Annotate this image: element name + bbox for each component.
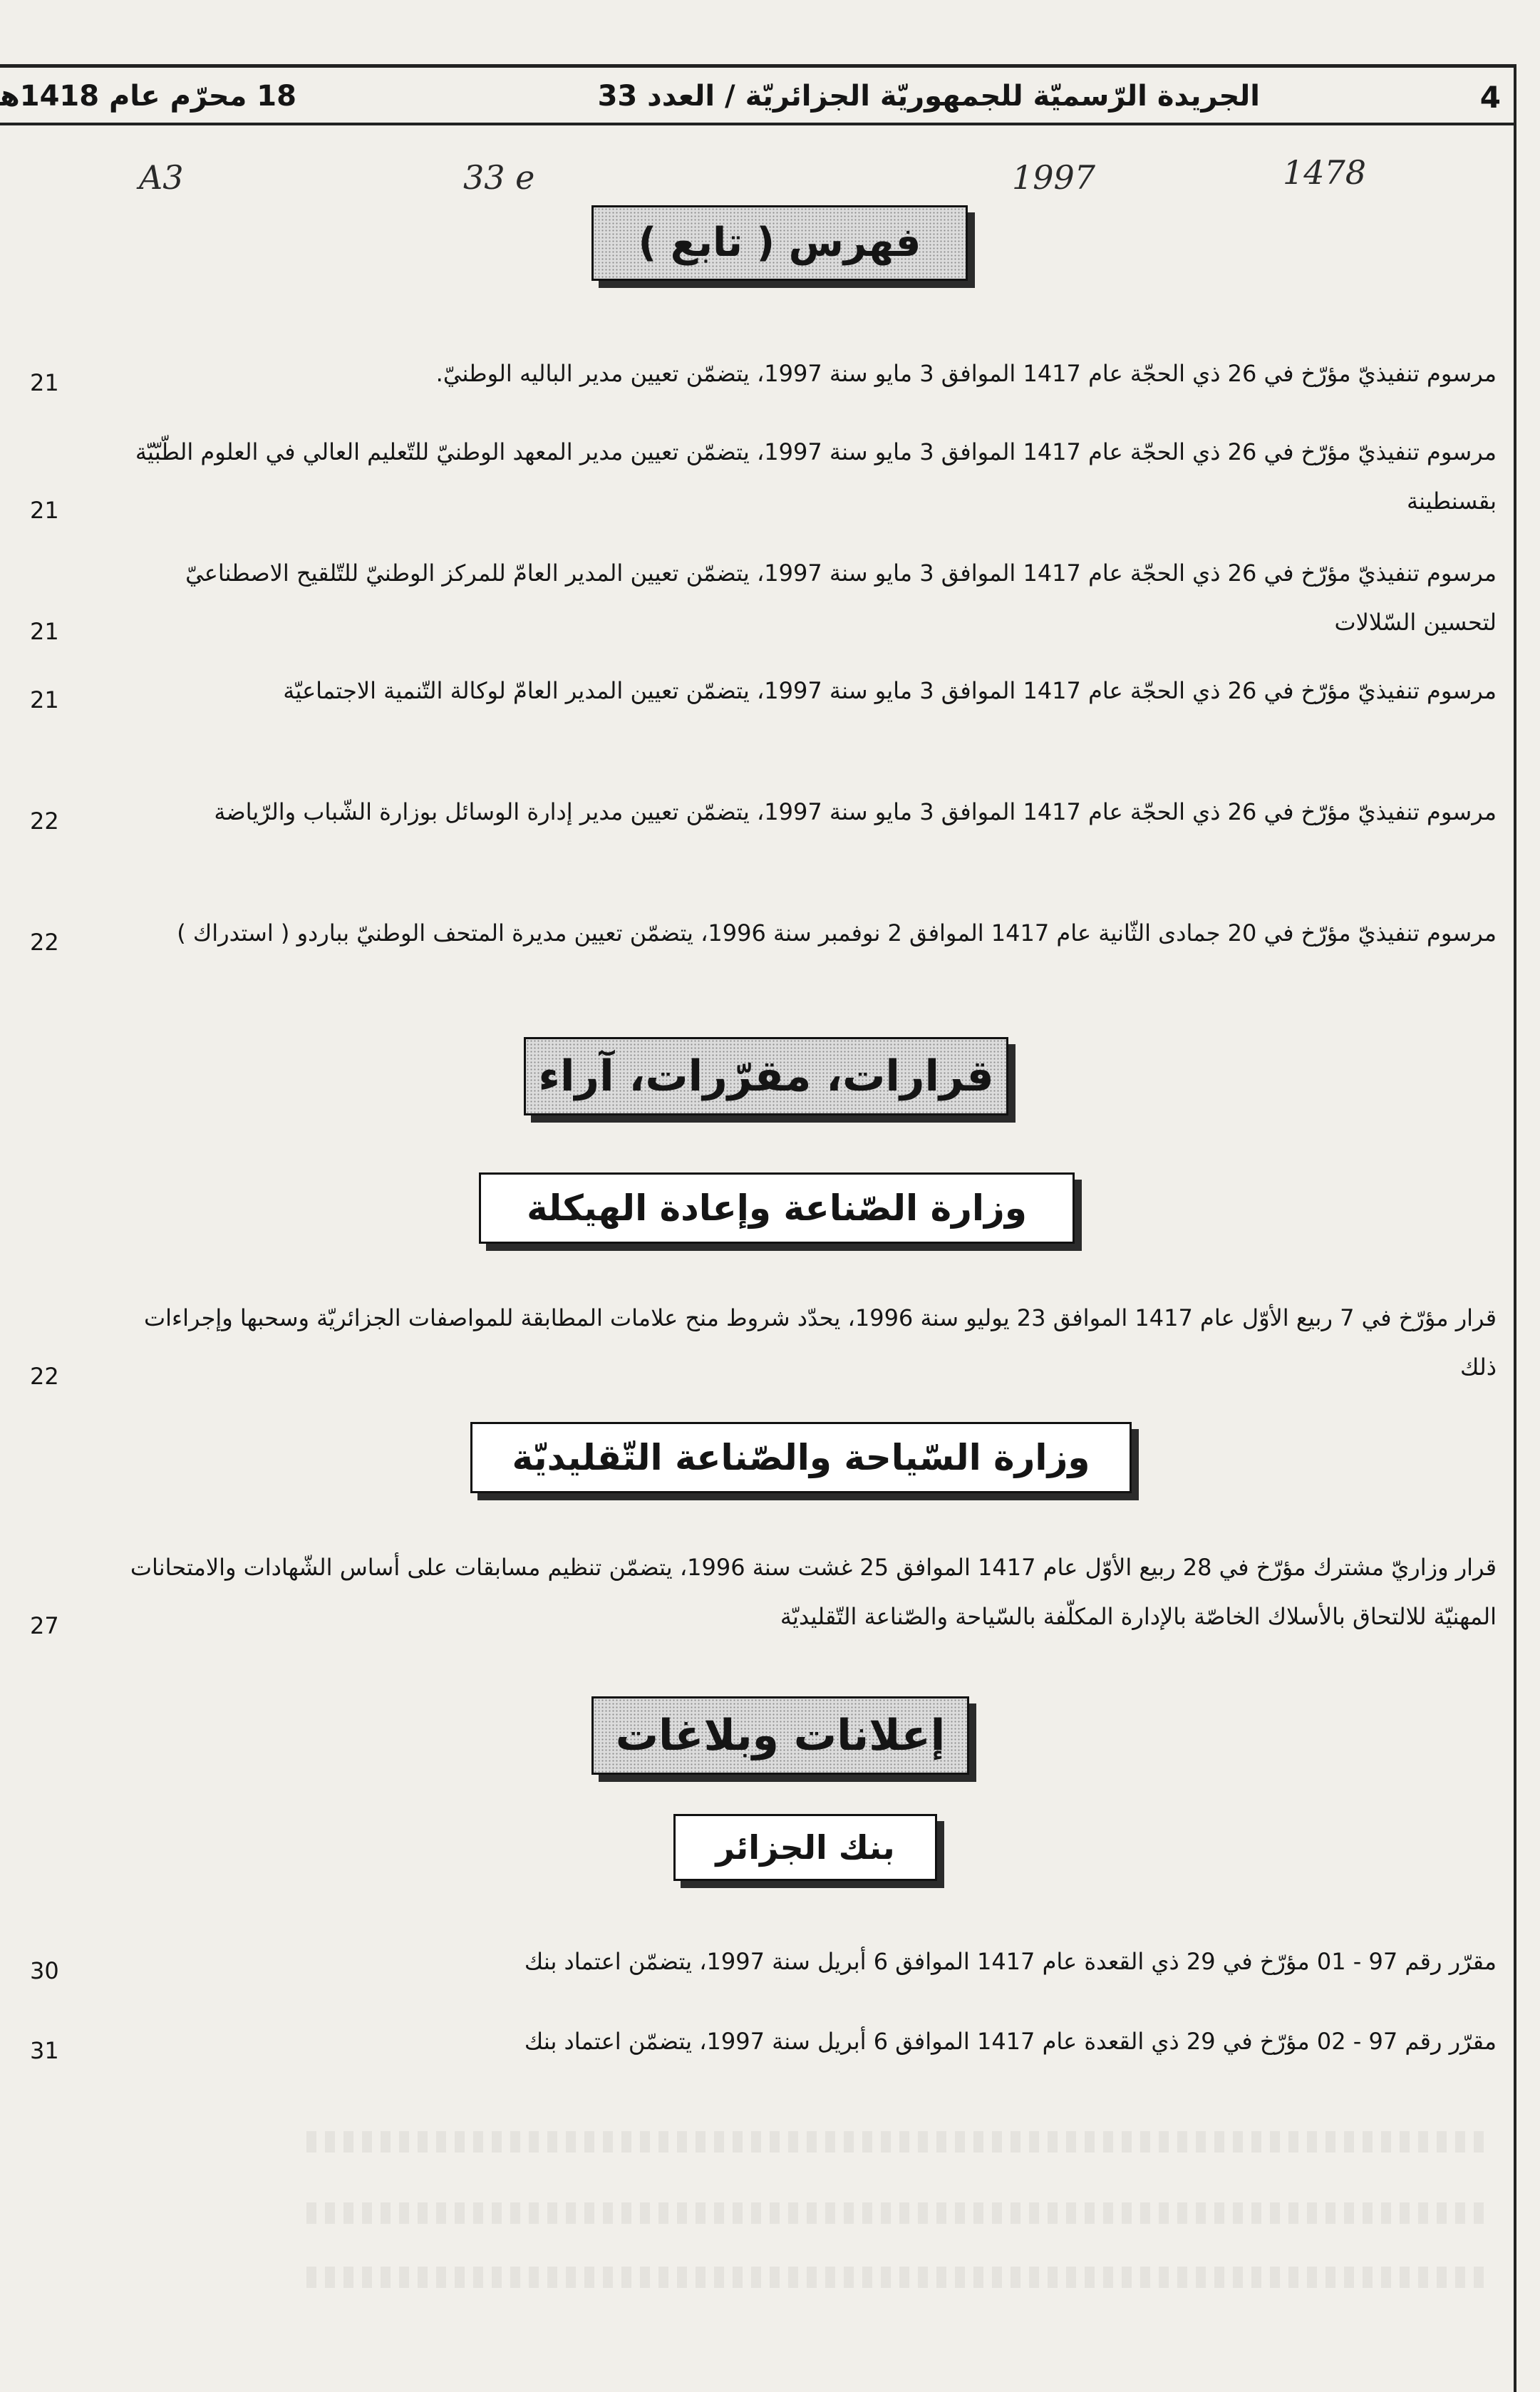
index-entry: [30, 909, 1497, 958]
ministry-industry-heading: وزارة الصّناعة وإعادة الهيكلة: [479, 1172, 1075, 1244]
entry-text: مرسوم تنفيذيّ مؤرّخ في 26 ذي الحجّة عام 1417 الموافق 3 مايو سنة 1997، يتضمّن تعيين المدير العامّ لوكالة التّنمية الاجتماعيّة: [283, 677, 1497, 704]
entry-text: مرسوم تنفيذيّ مؤرّخ في 20 جمادى الثّانية عام 1417 الموافق 2 نوفمبر سنة 1996، يتضمّن تعيين مديرة المتحف الوطنيّ بباردو ( استدراك ): [177, 919, 1497, 947]
index-entry: [30, 666, 1497, 716]
entry-page: 22: [30, 808, 59, 835]
index-entry: [30, 428, 1497, 526]
show-through-lines: [306, 2131, 1489, 2153]
index-entry: [30, 1543, 1497, 1641]
ministry-tourism-heading: وزارة السّياحة والصّناعة التّقليديّة: [470, 1422, 1132, 1493]
index-entry: [30, 788, 1497, 837]
bank-heading: بنك الجزائر: [673, 1814, 937, 1881]
index-entry: [30, 349, 1497, 398]
index-entry: [30, 1937, 1497, 1986]
decisions-heading: قرارات، مقرّرات، آراء: [524, 1037, 1008, 1115]
index-entry: [30, 549, 1497, 647]
index-entry: [30, 1294, 1497, 1392]
page-number: 4: [1479, 80, 1501, 115]
header-rule: [0, 123, 1516, 125]
announcements-heading: إعلانات وبلاغات: [591, 1696, 969, 1775]
journal-title: الجريدة الرّسميّة للجمهوريّة الجزائريّة / العدد 33: [597, 80, 1260, 113]
entry-text: مقرّر رقم 97 - 02 مؤرّخ في 29 ذي القعدة عام 1417 الموافق 6 أبريل سنة 1997، يتضمّن اعتماد بنك: [524, 2028, 1497, 2055]
entry-text: مرسوم تنفيذيّ مؤرّخ في 26 ذي الحجّة عام 1417 الموافق 3 مايو سنة 1997، يتضمّن تعيين مدير الباليه الوطنيّ.: [435, 360, 1497, 387]
show-through-lines: [306, 2202, 1489, 2224]
entry-text: مرسوم تنفيذيّ مؤرّخ في 26 ذي الحجّة عام 1417 الموافق 3 مايو سنة 1997، يتضمّن تعيين المدير العامّ للمركز الوطنيّ للتّلقيح الاصطناعيّ لتحسين السّلالات: [185, 560, 1497, 636]
entry-page: 22: [30, 929, 59, 956]
issue-date: 18 محرّم عام 1418ﻫ: [0, 80, 296, 113]
entry-page: 21: [30, 618, 59, 645]
entry-text: قرار مؤرّخ في 7 ربيع الأوّل عام 1417 الموافق 23 يوليو سنة 1996، يحدّد شروط منح علامات المطابقة للمواصفات الجزائريّة وسحبها وإجراءات ذلك: [144, 1304, 1497, 1381]
page-header: [0, 71, 1516, 121]
entry-text: قرار وزاريّ مشترك مؤرّخ في 28 ربيع الأوّل عام 1417 الموافق 25 غشت سنة 1996، يتضمّن تنظيم مسابقات على أساس الشّهادات والامتحانات المهنيّة للالتحاق بالأسلاك الخاصّة بالإدارة المكلّفة بالسّياحة والصّناعة التّقليديّة: [130, 1554, 1497, 1630]
entry-page: 21: [30, 497, 59, 524]
entry-page: 22: [30, 1363, 59, 1390]
handwritten-note-a3: A3: [139, 158, 184, 197]
handwritten-note-year: 1997: [1012, 158, 1096, 197]
index-entry: [30, 2017, 1497, 2066]
entry-page: 21: [30, 686, 59, 713]
handwritten-note-number: 1478: [1283, 153, 1367, 192]
index-continued-heading: فهرس ( تابع ): [591, 205, 968, 281]
handwritten-note-issue: 33 e: [463, 158, 535, 197]
entry-page: 21: [30, 369, 59, 396]
entry-page: 27: [30, 1612, 59, 1639]
entry-text: مرسوم تنفيذيّ مؤرّخ في 26 ذي الحجّة عام 1417 الموافق 3 مايو سنة 1997، يتضمّن تعيين مدير إدارة الوسائل بوزارة الشّباب والرّياضة: [214, 798, 1497, 825]
show-through-lines: [306, 2267, 1489, 2288]
entry-text: مقرّر رقم 97 - 01 مؤرّخ في 29 ذي القعدة عام 1417 الموافق 6 أبريل سنة 1997، يتضمّن اعتماد بنك: [524, 1948, 1497, 1975]
entry-page: 30: [30, 1957, 59, 1984]
entry-text: مرسوم تنفيذيّ مؤرّخ في 26 ذي الحجّة عام 1417 الموافق 3 مايو سنة 1997، يتضمّن تعيين مدير المعهد الوطنيّ للتّعليم العالي في العلوم الطّبّيّة بقسنطينة: [135, 438, 1497, 515]
entry-page: 31: [30, 2037, 59, 2064]
